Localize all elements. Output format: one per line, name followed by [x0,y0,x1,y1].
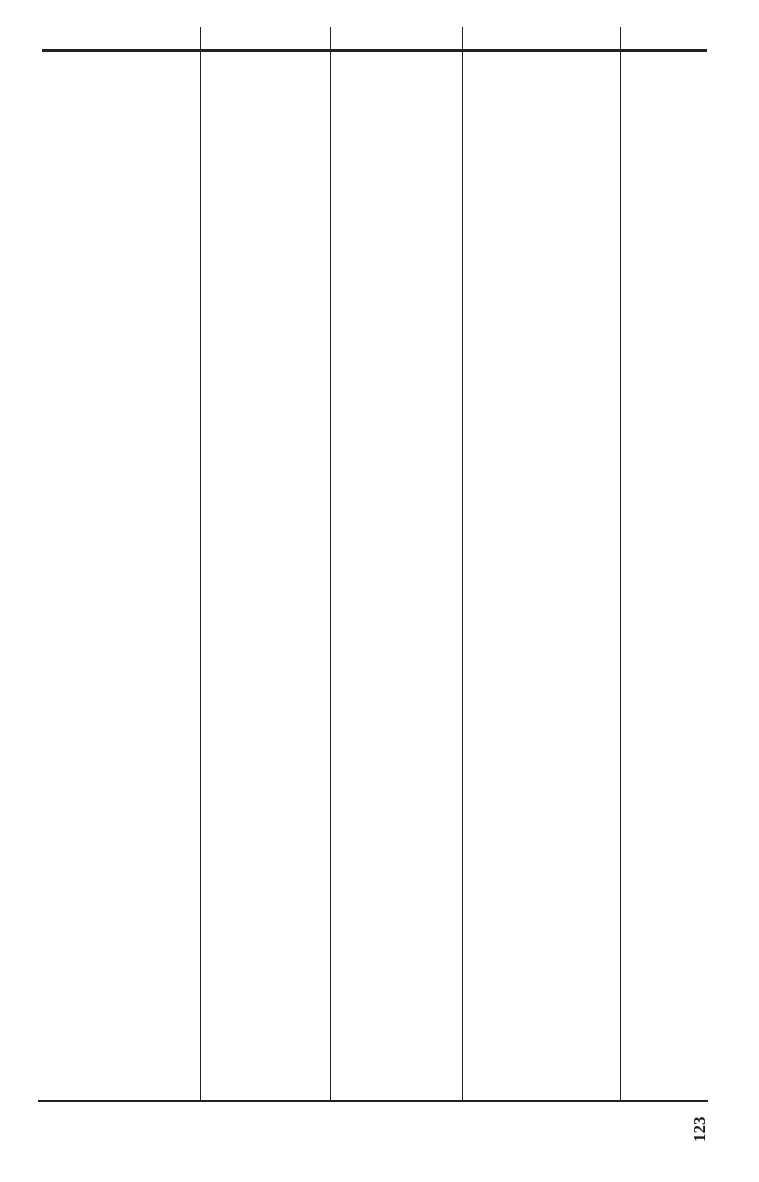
table-bottom-border [38,1100,708,1102]
column-divider-1 [200,27,201,1102]
table-top-edge [42,49,707,52]
page-number: 123 [690,1116,709,1142]
column-divider-3 [462,27,463,1102]
column-divider-4 [620,27,621,1102]
column-divider-2 [330,27,331,1102]
